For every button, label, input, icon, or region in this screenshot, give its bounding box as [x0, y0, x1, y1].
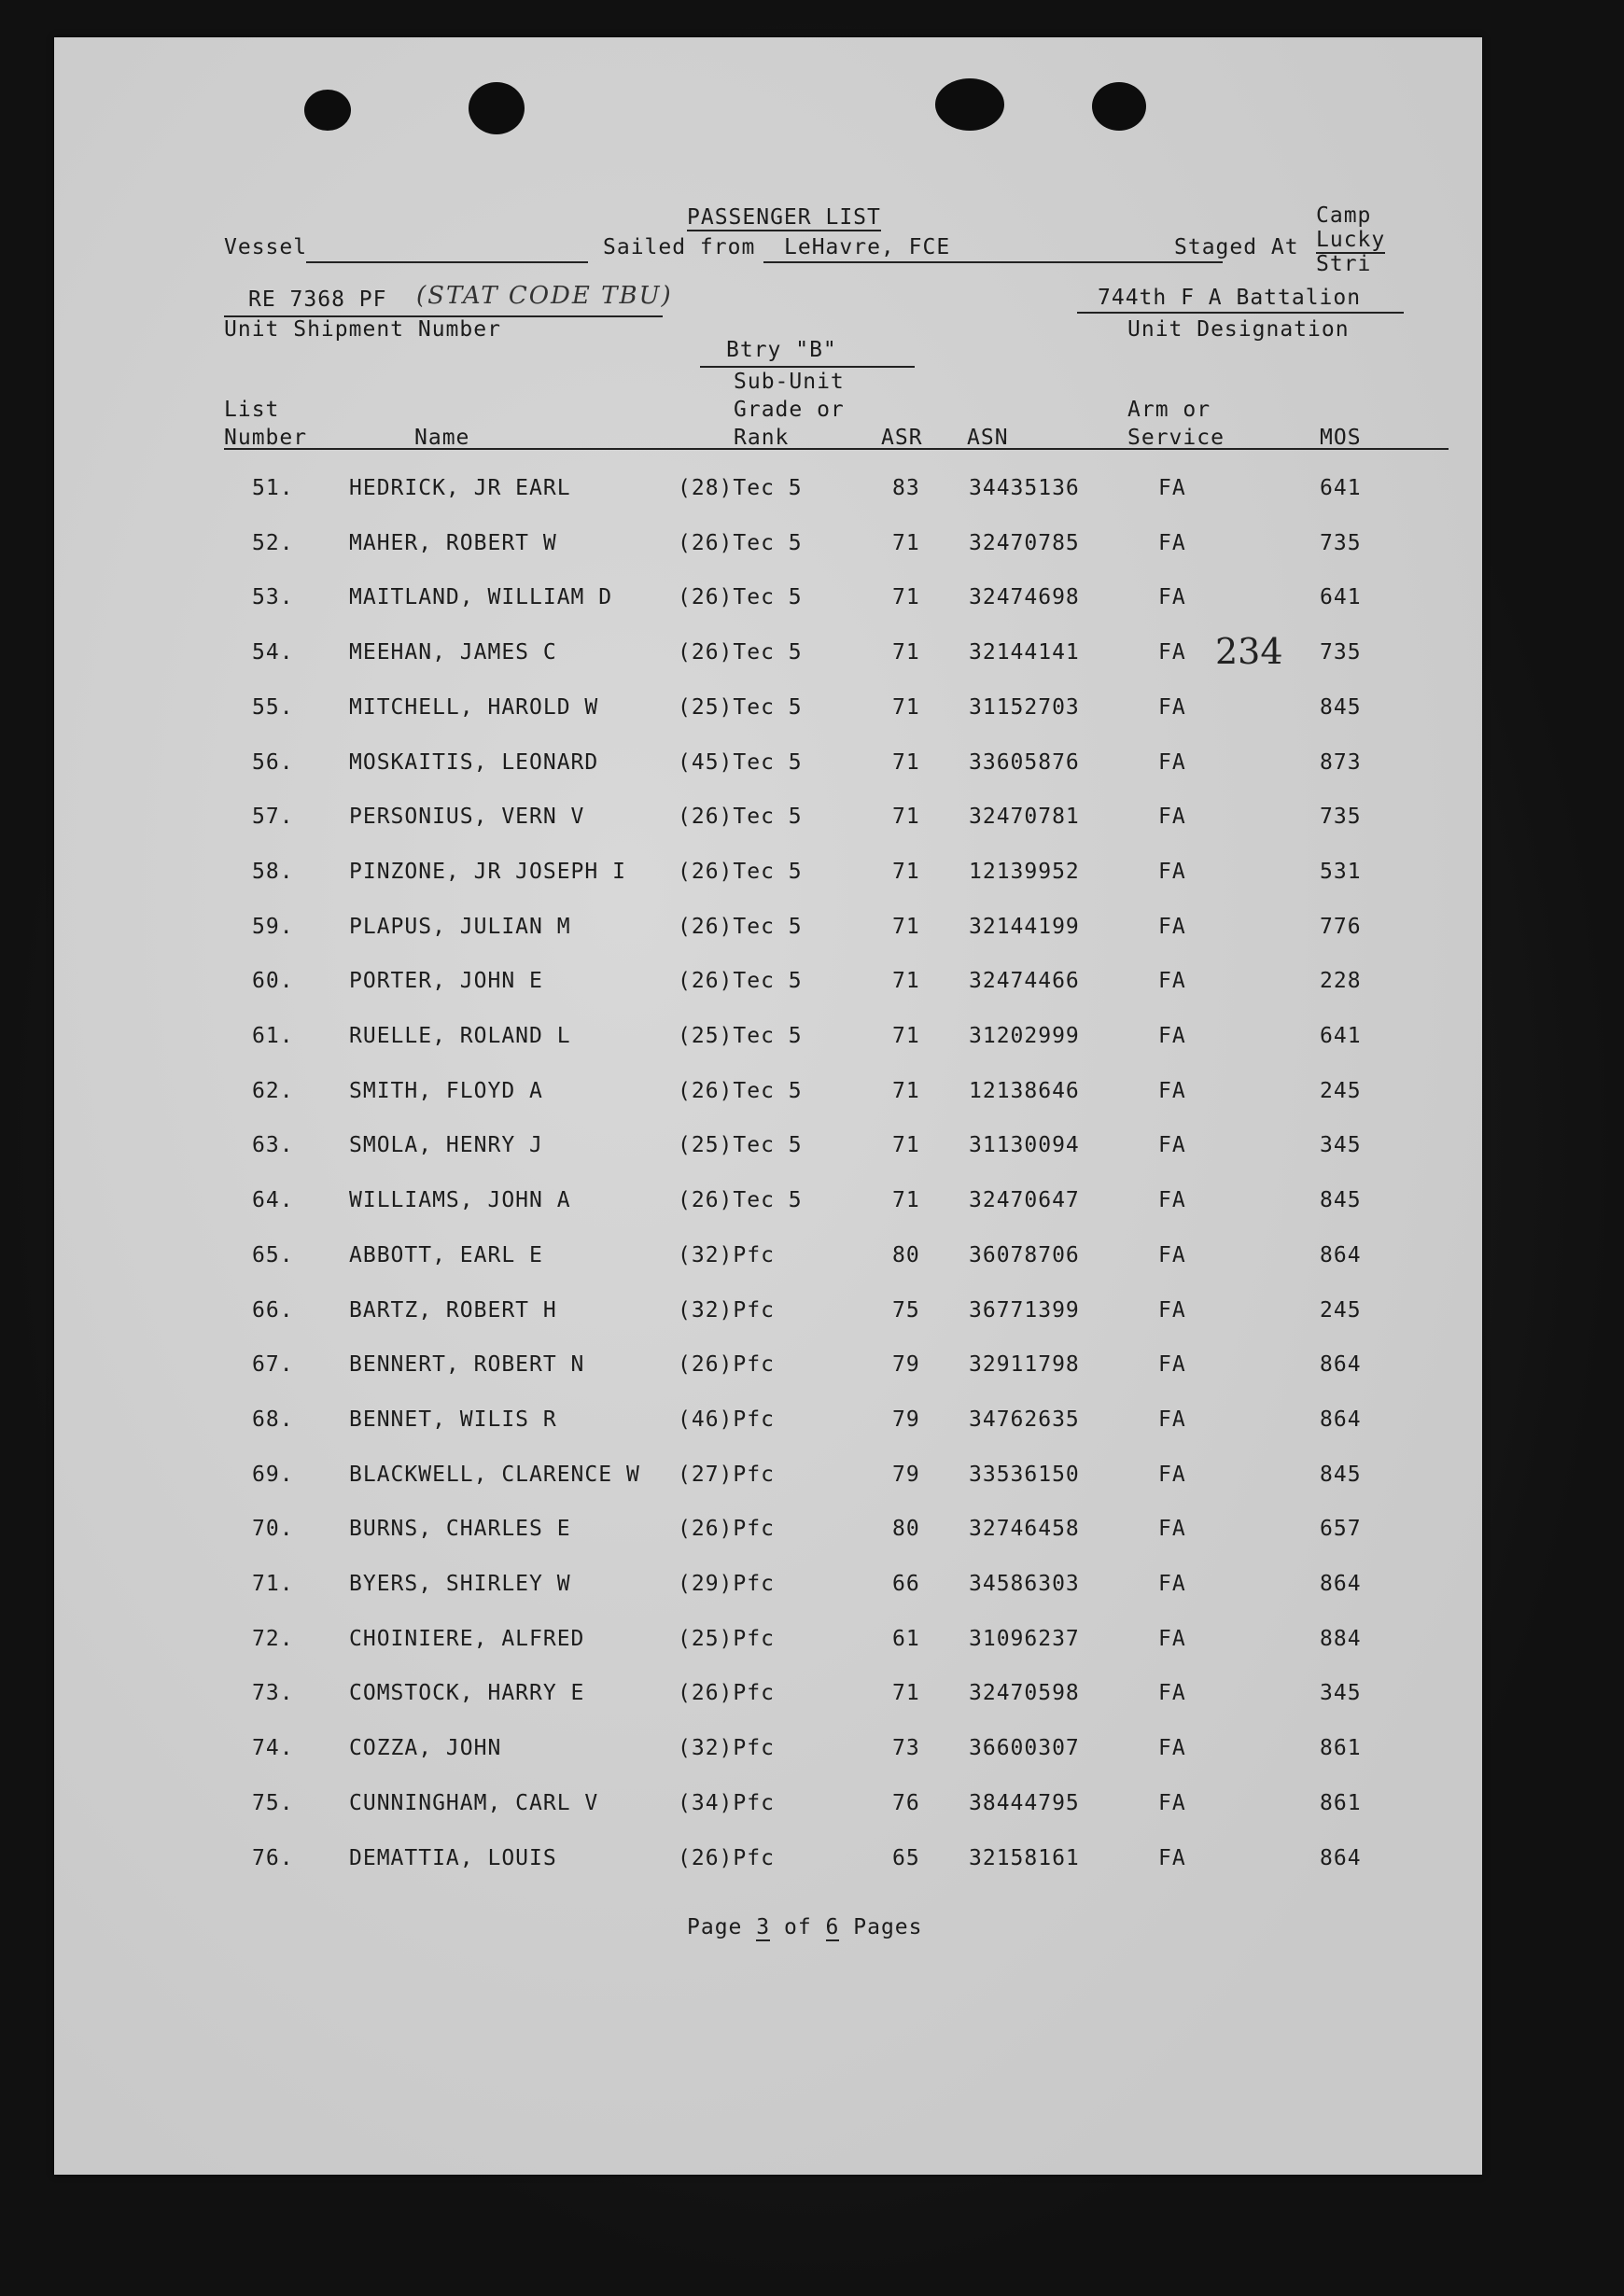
asr-cell: 71: [892, 640, 920, 665]
list-number-cell: 69.: [252, 1463, 294, 1487]
asr-cell: 71: [892, 1133, 920, 1157]
name-cell: MOSKAITIS, LEONARD: [349, 750, 599, 775]
grade-cell: (25)Tec 5: [678, 1024, 803, 1048]
arm-service-cell: FA: [1158, 1352, 1186, 1377]
grade-cell: (32)Pfc: [678, 1298, 775, 1323]
punch-hole: [469, 82, 525, 134]
table-row: [54, 1133, 1482, 1167]
arm-service-cell: FA: [1158, 476, 1186, 500]
col-mos: MOS: [1320, 426, 1362, 450]
asr-cell: 71: [892, 1024, 920, 1048]
list-number-cell: 68.: [252, 1407, 294, 1432]
name-cell: DEMATTIA, LOUIS: [349, 1846, 557, 1870]
name-cell: MAHER, ROBERT W: [349, 531, 557, 555]
mos-cell: 845: [1320, 1463, 1362, 1487]
grade-cell: (45)Tec 5: [678, 750, 803, 775]
mos-cell: 245: [1320, 1298, 1362, 1323]
col-name: Name: [414, 426, 470, 450]
col-arm-line2: Service: [1127, 426, 1225, 450]
mos-cell: 845: [1320, 695, 1362, 720]
list-number-cell: 73.: [252, 1681, 294, 1705]
name-cell: MAITLAND, WILLIAM D: [349, 585, 613, 609]
list-number-cell: 66.: [252, 1298, 294, 1323]
col-grade-line2: Grade or: [734, 398, 845, 422]
grade-cell: (26)Tec 5: [678, 1079, 803, 1103]
table-row: [54, 969, 1482, 1002]
name-cell: COZZA, JOHN: [349, 1736, 502, 1760]
asr-cell: 83: [892, 476, 920, 500]
list-number-cell: 67.: [252, 1352, 294, 1377]
asr-cell: 80: [892, 1517, 920, 1541]
punch-hole: [1092, 82, 1146, 131]
asr-cell: 71: [892, 695, 920, 720]
name-cell: HEDRICK, JR EARL: [349, 476, 571, 500]
mos-cell: 657: [1320, 1517, 1362, 1541]
name-cell: MEEHAN, JAMES C: [349, 640, 557, 665]
table-row: [54, 1243, 1482, 1277]
asn-cell: 32144199: [969, 915, 1080, 939]
name-cell: CHOINIERE, ALFRED: [349, 1627, 585, 1651]
list-number-cell: 52.: [252, 531, 294, 555]
punch-hole: [935, 78, 1004, 131]
table-row: [54, 915, 1482, 948]
name-cell: BENNET, WILIS R: [349, 1407, 557, 1432]
mos-cell: 531: [1320, 860, 1362, 884]
asr-cell: 73: [892, 1736, 920, 1760]
grade-cell: (26)Pfc: [678, 1352, 775, 1377]
shipment-number-typed: RE 7368 PF: [248, 287, 387, 312]
mos-cell: 864: [1320, 1243, 1362, 1267]
arm-service-cell: FA: [1158, 1846, 1186, 1870]
list-number-cell: 71.: [252, 1572, 294, 1596]
grade-cell: (26)Pfc: [678, 1846, 775, 1870]
asn-cell: 32158161: [969, 1846, 1080, 1870]
list-number-cell: 54.: [252, 640, 294, 665]
asr-cell: 76: [892, 1791, 920, 1815]
list-number-cell: 58.: [252, 860, 294, 884]
mos-cell: 228: [1320, 969, 1362, 993]
arm-service-cell: FA: [1158, 750, 1186, 775]
name-cell: BURNS, CHARLES E: [349, 1517, 571, 1541]
mos-cell: 864: [1320, 1572, 1362, 1596]
asn-cell: 12138646: [969, 1079, 1080, 1103]
list-number-cell: 60.: [252, 969, 294, 993]
list-number-cell: 75.: [252, 1791, 294, 1815]
asr-cell: 79: [892, 1352, 920, 1377]
asn-cell: 32470598: [969, 1681, 1080, 1705]
document-title: PASSENGER LIST: [687, 205, 881, 230]
grade-cell: (25)Tec 5: [678, 695, 803, 720]
table-row: [54, 585, 1482, 619]
mos-cell: 641: [1320, 585, 1362, 609]
grade-cell: (32)Pfc: [678, 1736, 775, 1760]
page-indicator: [687, 1915, 923, 1939]
asn-cell: 32470781: [969, 805, 1080, 829]
asr-cell: 71: [892, 531, 920, 555]
col-asr: ASR: [881, 426, 923, 450]
grade-cell: (26)Tec 5: [678, 860, 803, 884]
list-number-cell: 61.: [252, 1024, 294, 1048]
grade-cell: (25)Pfc: [678, 1627, 775, 1651]
grade-cell: (26)Tec 5: [678, 531, 803, 555]
arm-service-cell: FA: [1158, 1243, 1186, 1267]
arm-service-cell: FA: [1158, 1463, 1186, 1487]
grade-cell: (26)Tec 5: [678, 969, 803, 993]
table-row: [54, 750, 1482, 784]
grade-cell: (26)Tec 5: [678, 1188, 803, 1212]
name-cell: PINZONE, JR JOSEPH I: [349, 860, 626, 884]
grade-cell: (25)Tec 5: [678, 1133, 803, 1157]
punch-hole: [304, 90, 351, 131]
col-grade-line1: Sub-Unit: [734, 370, 845, 394]
table-row: [54, 860, 1482, 893]
grade-cell: (26)Pfc: [678, 1681, 775, 1705]
grade-cell: (34)Pfc: [678, 1791, 775, 1815]
name-cell: BLACKWELL, CLARENCE W: [349, 1463, 640, 1487]
asr-cell: 66: [892, 1572, 920, 1596]
sub-unit-value: Btry "B": [726, 338, 837, 362]
asn-cell: 31096237: [969, 1627, 1080, 1651]
mos-cell: 864: [1320, 1407, 1362, 1432]
vessel-line: [306, 261, 588, 263]
asn-cell: 33536150: [969, 1463, 1080, 1487]
table-row: [54, 1681, 1482, 1715]
mos-cell: 861: [1320, 1791, 1362, 1815]
mos-cell: 641: [1320, 476, 1362, 500]
unit-designation-line: [1077, 312, 1404, 314]
mos-cell: 864: [1320, 1846, 1362, 1870]
unit-designation-label: Unit Designation: [1127, 317, 1350, 342]
list-number-cell: 72.: [252, 1627, 294, 1651]
vessel-label: Vessel: [224, 235, 308, 259]
col-grade-line3: Rank: [734, 426, 790, 450]
arm-service-cell: FA: [1158, 695, 1186, 720]
col-list-number-line2: Number: [224, 426, 308, 450]
table-row: [54, 1846, 1482, 1880]
grade-cell: (46)Pfc: [678, 1407, 775, 1432]
list-number-cell: 76.: [252, 1846, 294, 1870]
table-row: [54, 1024, 1482, 1057]
asn-cell: 33605876: [969, 750, 1080, 775]
asn-cell: 32746458: [969, 1517, 1080, 1541]
name-cell: CUNNINGHAM, CARL V: [349, 1791, 599, 1815]
table-row: [54, 640, 1482, 674]
asn-cell: 32474466: [969, 969, 1080, 993]
table-row: [54, 1352, 1482, 1386]
staged-value-line2: Lucky: [1316, 228, 1386, 252]
asr-cell: 61: [892, 1627, 920, 1651]
name-cell: RUELLE, ROLAND L: [349, 1024, 571, 1048]
asn-cell: 31152703: [969, 695, 1080, 720]
list-number-cell: 64.: [252, 1188, 294, 1212]
asn-cell: 38444795: [969, 1791, 1080, 1815]
asn-cell: 34435136: [969, 476, 1080, 500]
name-cell: BYERS, SHIRLEY W: [349, 1572, 571, 1596]
arm-service-cell: FA: [1158, 1079, 1186, 1103]
asr-cell: 71: [892, 585, 920, 609]
shipment-number-handwritten: (STAT CODE TBU): [416, 282, 673, 310]
asr-cell: 71: [892, 1681, 920, 1705]
asr-cell: 71: [892, 750, 920, 775]
col-asn: ASN: [967, 426, 1009, 450]
mos-cell: 735: [1320, 531, 1362, 555]
grade-cell: (26)Tec 5: [678, 640, 803, 665]
mos-cell: 845: [1320, 1188, 1362, 1212]
name-cell: COMSTOCK, HARRY E: [349, 1681, 585, 1705]
list-number-cell: 53.: [252, 585, 294, 609]
mos-cell: 776: [1320, 915, 1362, 939]
asr-cell: 79: [892, 1407, 920, 1432]
arm-service-cell: FA: [1158, 1407, 1186, 1432]
asr-cell: 71: [892, 1188, 920, 1212]
mos-cell: 245: [1320, 1079, 1362, 1103]
arm-service-cell: FA: [1158, 531, 1186, 555]
grade-cell: (28)Tec 5: [678, 476, 803, 500]
arm-service-cell: FA: [1158, 1024, 1186, 1048]
name-cell: SMOLA, HENRY J: [349, 1133, 543, 1157]
col-list-number-line1: List: [224, 398, 280, 422]
table-row: [54, 1079, 1482, 1113]
list-number-cell: 56.: [252, 750, 294, 775]
list-number-cell: 74.: [252, 1736, 294, 1760]
arm-service-cell: FA: [1158, 1298, 1186, 1323]
list-number-cell: 51.: [252, 476, 294, 500]
grade-cell: (26)Pfc: [678, 1517, 775, 1541]
mos-cell: 345: [1320, 1681, 1362, 1705]
arm-service-cell: FA: [1158, 1133, 1186, 1157]
table-row: [54, 1407, 1482, 1441]
arm-service-cell: FA: [1158, 1736, 1186, 1760]
grade-cell: (26)Tec 5: [678, 585, 803, 609]
arm-service-cell: FA: [1158, 915, 1186, 939]
list-number-cell: 57.: [252, 805, 294, 829]
asn-cell: 32470785: [969, 531, 1080, 555]
sailed-label: Sailed from: [603, 235, 756, 259]
name-cell: ABBOTT, EARL E: [349, 1243, 543, 1267]
list-number-cell: 65.: [252, 1243, 294, 1267]
asn-cell: 12139952: [969, 860, 1080, 884]
col-arm-line1: Arm or: [1127, 398, 1211, 422]
mos-cell: 873: [1320, 750, 1362, 775]
arm-service-cell: FA: [1158, 805, 1186, 829]
table-row: [54, 1736, 1482, 1770]
staged-label: Staged At: [1174, 235, 1299, 259]
name-cell: WILLIAMS, JOHN A: [349, 1188, 571, 1212]
passenger-list-sheet: [54, 37, 1482, 2175]
list-number-cell: 55.: [252, 695, 294, 720]
arm-service-cell: FA: [1158, 1791, 1186, 1815]
table-row: [54, 1791, 1482, 1825]
table-row: [54, 531, 1482, 565]
asn-cell: 32911798: [969, 1352, 1080, 1377]
staged-value-line3: Stri: [1316, 252, 1372, 276]
sailed-value: LeHavre, FCE: [784, 235, 951, 259]
list-number-cell: 63.: [252, 1133, 294, 1157]
mos-cell: 884: [1320, 1627, 1362, 1651]
table-row: [54, 1572, 1482, 1605]
asn-cell: 31202999: [969, 1024, 1080, 1048]
table-row: [54, 1298, 1482, 1332]
table-row: [54, 1188, 1482, 1222]
mos-cell: 345: [1320, 1133, 1362, 1157]
staged-value-line1: Camp: [1316, 203, 1372, 228]
unit-designation-value: 744th F A Battalion: [1098, 286, 1362, 310]
mos-cell: 641: [1320, 1024, 1362, 1048]
list-number-cell: 70.: [252, 1517, 294, 1541]
asn-cell: 34586303: [969, 1572, 1080, 1596]
asn-cell: 34762635: [969, 1407, 1080, 1432]
mos-cell: 735: [1320, 640, 1362, 665]
name-cell: PERSONIUS, VERN V: [349, 805, 585, 829]
asn-cell: 32144141: [969, 640, 1080, 665]
name-cell: PLAPUS, JULIAN M: [349, 915, 571, 939]
grade-cell: (26)Tec 5: [678, 805, 803, 829]
table-row: [54, 695, 1482, 729]
asr-cell: 71: [892, 860, 920, 884]
page-prefix: Page: [687, 1915, 743, 1939]
asn-cell: 36771399: [969, 1298, 1080, 1323]
name-cell: BENNERT, ROBERT N: [349, 1352, 585, 1377]
asn-cell: 36600307: [969, 1736, 1080, 1760]
arm-service-cell: FA: [1158, 860, 1186, 884]
page-suffix: Pages: [853, 1915, 923, 1939]
mos-cell: 864: [1320, 1352, 1362, 1377]
asn-cell: 31130094: [969, 1133, 1080, 1157]
mos-cell: 861: [1320, 1736, 1362, 1760]
name-cell: SMITH, FLOYD A: [349, 1079, 543, 1103]
arm-service-cell: FA: [1158, 640, 1186, 665]
asr-cell: 71: [892, 1079, 920, 1103]
name-cell: PORTER, JOHN E: [349, 969, 543, 993]
grade-cell: (26)Tec 5: [678, 915, 803, 939]
asr-cell: 75: [892, 1298, 920, 1323]
header-rule: [224, 448, 1449, 450]
list-number-cell: 59.: [252, 915, 294, 939]
shipment-label: Unit Shipment Number: [224, 317, 501, 342]
name-cell: MITCHELL, HAROLD W: [349, 695, 599, 720]
grade-cell: (29)Pfc: [678, 1572, 775, 1596]
asr-cell: 80: [892, 1243, 920, 1267]
grade-cell: (27)Pfc: [678, 1463, 775, 1487]
arm-service-cell: FA: [1158, 1188, 1186, 1212]
sailed-line: [763, 261, 1223, 263]
page-mid: of: [783, 1915, 812, 1939]
asn-cell: 32470647: [969, 1188, 1080, 1212]
name-cell: BARTZ, ROBERT H: [349, 1298, 557, 1323]
table-row: [54, 805, 1482, 838]
mos-cell: 735: [1320, 805, 1362, 829]
list-number-cell: 62.: [252, 1079, 294, 1103]
stamped-number: 234: [1215, 631, 1283, 672]
arm-service-cell: FA: [1158, 1627, 1186, 1651]
grade-cell: (32)Pfc: [678, 1243, 775, 1267]
table-row: [54, 1627, 1482, 1660]
asr-cell: 79: [892, 1463, 920, 1487]
page-total: 6: [825, 1915, 840, 1939]
arm-service-cell: FA: [1158, 585, 1186, 609]
sub-unit-line: [700, 366, 915, 368]
arm-service-cell: FA: [1158, 1572, 1186, 1596]
arm-service-cell: FA: [1158, 1517, 1186, 1541]
table-row: [54, 1517, 1482, 1550]
asn-cell: 36078706: [969, 1243, 1080, 1267]
asr-cell: 65: [892, 1846, 920, 1870]
table-row: [54, 476, 1482, 510]
page-current: 3: [756, 1915, 771, 1939]
asr-cell: 71: [892, 915, 920, 939]
table-row: [54, 1463, 1482, 1496]
asr-cell: 71: [892, 805, 920, 829]
arm-service-cell: FA: [1158, 1681, 1186, 1705]
asn-cell: 32474698: [969, 585, 1080, 609]
arm-service-cell: FA: [1158, 969, 1186, 993]
asr-cell: 71: [892, 969, 920, 993]
